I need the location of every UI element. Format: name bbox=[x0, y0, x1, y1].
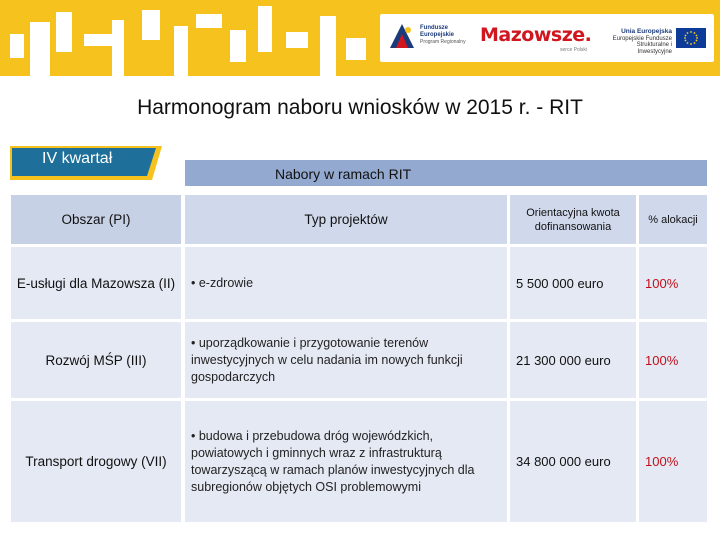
row-area-label: Transport drogowy (VII) bbox=[25, 454, 167, 469]
row-amount-label: 5 500 000 euro bbox=[516, 275, 604, 291]
table-row-pct bbox=[639, 401, 707, 522]
quarter-tag-label: IV kwartał bbox=[42, 150, 113, 167]
column-header-type-label: Typ projektów bbox=[304, 212, 388, 227]
table-row-pct bbox=[639, 247, 707, 319]
banner-decoration bbox=[196, 14, 222, 28]
banner-decoration bbox=[320, 16, 336, 76]
table-row-area bbox=[11, 247, 181, 319]
unia-europejska-text: Unia Europejska Europejskie Fundusze Strukturalne i Inwestycyjne bbox=[612, 28, 672, 55]
table-row-area bbox=[11, 401, 181, 522]
row-pct-label: 100% bbox=[645, 275, 679, 291]
column-header-type bbox=[185, 195, 507, 244]
row-amount-label: 34 800 000 euro bbox=[516, 454, 611, 469]
table-row-area bbox=[11, 322, 181, 398]
table-row-amount bbox=[510, 322, 636, 398]
table-row-type bbox=[185, 247, 507, 319]
table-row-type bbox=[185, 401, 507, 522]
banner-decoration bbox=[30, 22, 50, 76]
column-header-pct-label: % alokacji bbox=[648, 213, 698, 226]
banner-decoration bbox=[10, 34, 24, 58]
page-title: Harmonogram naboru wniosków w 2015 r. - RIT bbox=[137, 96, 583, 119]
table-group-header bbox=[185, 160, 707, 186]
top-banner bbox=[0, 0, 720, 76]
row-area-label: E-usługi dla Mazowsza (II) bbox=[16, 275, 176, 291]
banner-decoration bbox=[174, 26, 188, 76]
banner-decoration bbox=[258, 6, 272, 52]
column-header-amount-label: Orientacyjna kwota dofinansowania bbox=[526, 206, 620, 233]
column-header-pct bbox=[639, 195, 707, 244]
fundusze-europejskie-logo-icon bbox=[388, 22, 416, 50]
banner-decoration bbox=[346, 38, 366, 60]
table-row-amount bbox=[510, 401, 636, 522]
quarter-tag bbox=[10, 146, 162, 180]
mazowsze-logo: Mazowsze. bbox=[480, 24, 592, 46]
table-row-pct bbox=[639, 322, 707, 398]
row-type-label: • uporządkowanie i przygotowanie terenów inwestycyjnych w celu nadania im nowych funkcji gospodarczych bbox=[191, 335, 463, 384]
table-group-header-label: Nabory w ramach RIT bbox=[275, 166, 412, 182]
row-amount-label: 21 300 000 euro bbox=[516, 352, 611, 368]
fundusze-europejskie-text: Fundusze Europejskie Program Regionalny bbox=[420, 25, 466, 45]
column-header-area bbox=[11, 195, 181, 244]
row-area-label: Rozwój MŚP (III) bbox=[45, 352, 147, 368]
table-row-type bbox=[185, 322, 507, 398]
table-row-amount bbox=[510, 247, 636, 319]
eu-flag-icon bbox=[676, 28, 706, 48]
banner-decoration bbox=[56, 12, 72, 52]
banner-decoration bbox=[286, 32, 308, 48]
row-pct-label: 100% bbox=[645, 352, 679, 368]
logo-strip bbox=[380, 14, 714, 62]
row-pct-label: 100% bbox=[645, 454, 679, 469]
banner-decoration bbox=[112, 20, 124, 76]
column-header-area-label: Obszar (PI) bbox=[61, 212, 131, 227]
mazowsze-tagline: serce Polski bbox=[560, 47, 587, 53]
column-header-amount bbox=[510, 195, 636, 244]
row-type-label: • budowa i przebudowa dróg wojewódzkich, powiatowych i gminnych wraz z infrastrukturą towarzyszącą w ramach planów inwestycyjnych dla subregionów objętych OSI problemowymi bbox=[191, 428, 475, 494]
row-type-label: • e-zdrowie bbox=[191, 275, 254, 290]
banner-decoration bbox=[230, 30, 246, 62]
banner-decoration bbox=[142, 10, 160, 40]
